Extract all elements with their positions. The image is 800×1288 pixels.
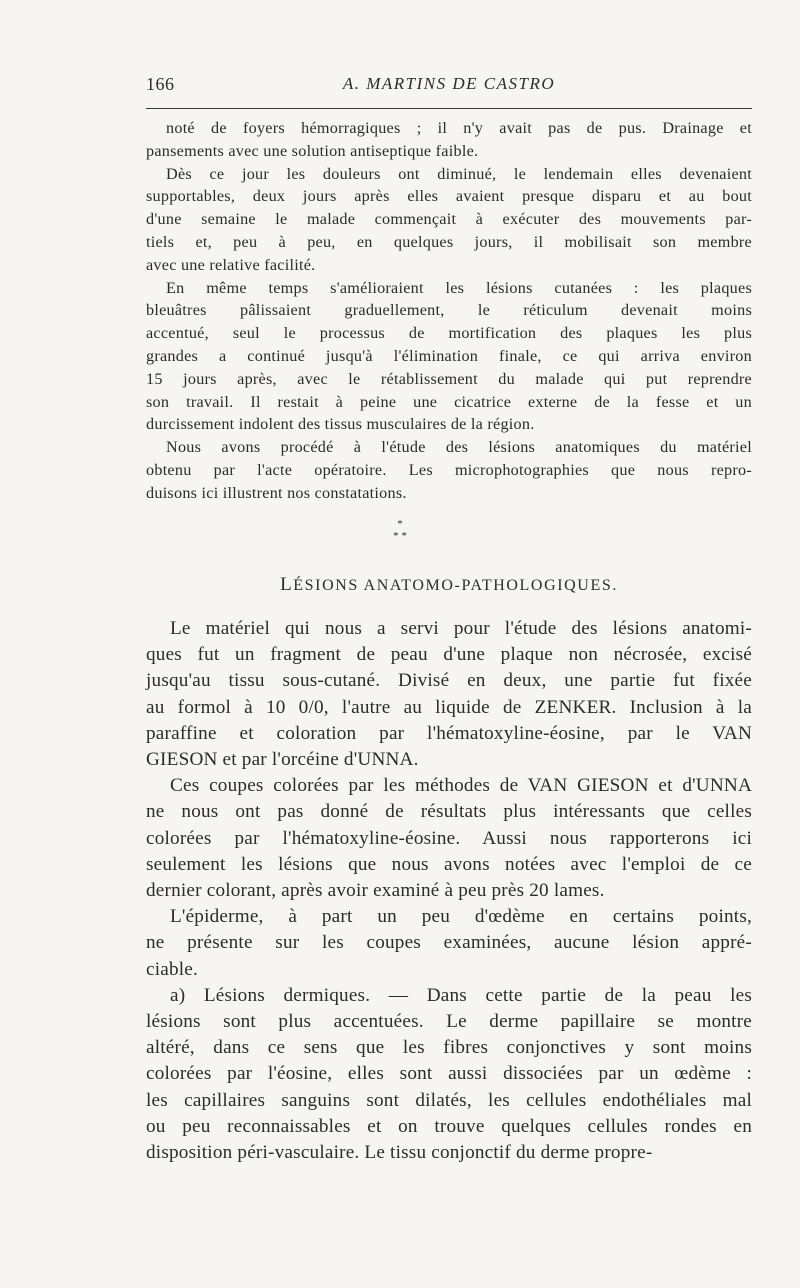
section-title-rest: ÉSIONS ANATOMO-PATHOLOGIQUES.: [293, 577, 618, 594]
text-line: En même temps s'amélioraient les lésions cutanées : les plaques: [166, 278, 752, 297]
text-line: ou peu reconnaissables et on trouve quelques cellules rondes en: [146, 1115, 752, 1137]
text-line: supportables, deux jours après elles avaient presque disparu et au bout: [146, 187, 752, 206]
section-title: [146, 574, 752, 596]
text-line: ne présente sur les coupes examinées, aucune lésion appré-: [146, 932, 752, 954]
paragraph: [146, 616, 752, 773]
text-line: obtenu par l'acte opératoire. Les microphotographies que nous repro-: [146, 460, 752, 479]
separator-star-top: *: [397, 518, 403, 530]
text-line: colorées par l'éosine, elles sont aussi dissociées par un œdème :: [146, 1063, 752, 1085]
paragraph: [146, 904, 752, 983]
text-line: disposition péri-vasculaire. Le tissu conjonctif du derme propre-: [146, 1142, 653, 1164]
text-line: bleuâtres pâlissaient graduellement, le réticulum devenait moins: [146, 301, 752, 320]
text-line: ques fut un fragment de peau d'une plaque non nécrosée, excisé: [146, 644, 752, 666]
text-line: au formol à 10 0/0, l'autre au liquide de ZENKER. Inclusion à la: [146, 696, 752, 718]
text-line: pansements avec une solution antiseptique faible.: [146, 141, 479, 160]
text-line: avec une relative facilité.: [146, 255, 316, 274]
paragraph: [146, 436, 752, 504]
separator-star-bottom: * *: [393, 530, 407, 542]
paragraph: [146, 277, 752, 437]
text-line: durcissement indolent des tissus musculaires de la région.: [146, 415, 535, 434]
header-rule: [146, 108, 752, 109]
paragraph: [146, 983, 752, 1166]
small-print-section: [146, 117, 752, 505]
text-line: 15 jours après, avec le rétablissement du malade qui put reprendre: [146, 369, 752, 388]
paragraph: [146, 117, 752, 163]
text-line: Ces coupes colorées par les méthodes de VAN GIESON et d'UNNA: [170, 775, 752, 797]
section-title-initial: L: [280, 574, 294, 595]
text-line: grandes a continué jusqu'à l'élimination finale, ce qui arriva environ: [146, 346, 752, 365]
text-line: seulement les lésions que nous avons notées avec l'emploi de ce: [146, 853, 752, 875]
text-line: tiels et, peu à peu, en quelques jours, il mobilisait son membre: [146, 232, 752, 251]
text-line: colorées par l'hématoxyline-éosine. Aussi nous rapporterons ici: [146, 827, 752, 849]
text-line: son travail. Il restait à peine une cicatrice externe de la fesse et un: [146, 392, 752, 411]
text-line: GIESON et par l'orcéine d'UNNA.: [146, 749, 419, 771]
paragraph: [146, 773, 752, 904]
text-line: noté de foyers hémorragiques ; il n'y avait pas de pus. Drainage et: [166, 119, 752, 137]
text-line: ciable.: [146, 958, 199, 980]
text-line: d'une semaine le malade commençait à exécuter des mouvements par-: [146, 210, 752, 229]
text-line: Nous avons procédé à l'étude des lésions anatomiques du matériel: [166, 438, 752, 457]
text-line: altéré, dans ce sens que les fibres conjonctives y sont moins: [146, 1037, 752, 1059]
text-line: duisons ici illustrent nos constatations.: [146, 483, 407, 502]
text-line: dernier colorant, après avoir examiné à peu près 20 lames.: [146, 880, 605, 902]
text-line: L'épiderme, à part un peu d'œdème en certains points,: [170, 906, 752, 928]
text-line: accentué, seul le processus de mortification des plaques les plus: [146, 324, 752, 343]
text-line: a) Lésions dermiques. — Dans cette partie de la peau les: [170, 984, 752, 1006]
text-line: Le matériel qui nous a servi pour l'étude des lésions anatomi-: [170, 618, 752, 639]
page-number: 166: [146, 74, 175, 94]
text-line: paraffine et coloration par l'hématoxyline-éosine, par le VAN: [146, 722, 752, 744]
text-line: Dès ce jour les douleurs ont diminué, le lendemain elles devenaient: [166, 164, 752, 183]
text-line: lésions sont plus accentuées. Le derme papillaire se montre: [146, 1011, 752, 1033]
body-text-section: [146, 616, 752, 1166]
section-separator: [370, 518, 430, 542]
page-header: [146, 70, 752, 104]
text-line: ne nous ont pas donné de résultats plus intéressants que celles: [146, 801, 752, 823]
paragraph: [146, 163, 752, 277]
text-line: jusqu'au tissu sous-cutané. Divisé en deux, une partie fut fixée: [146, 670, 752, 692]
text-line: les capillaires sanguins sont dilatés, les cellules endothéliales mal: [146, 1089, 752, 1111]
running-head: A. MARTINS DE CASTRO: [342, 74, 556, 93]
